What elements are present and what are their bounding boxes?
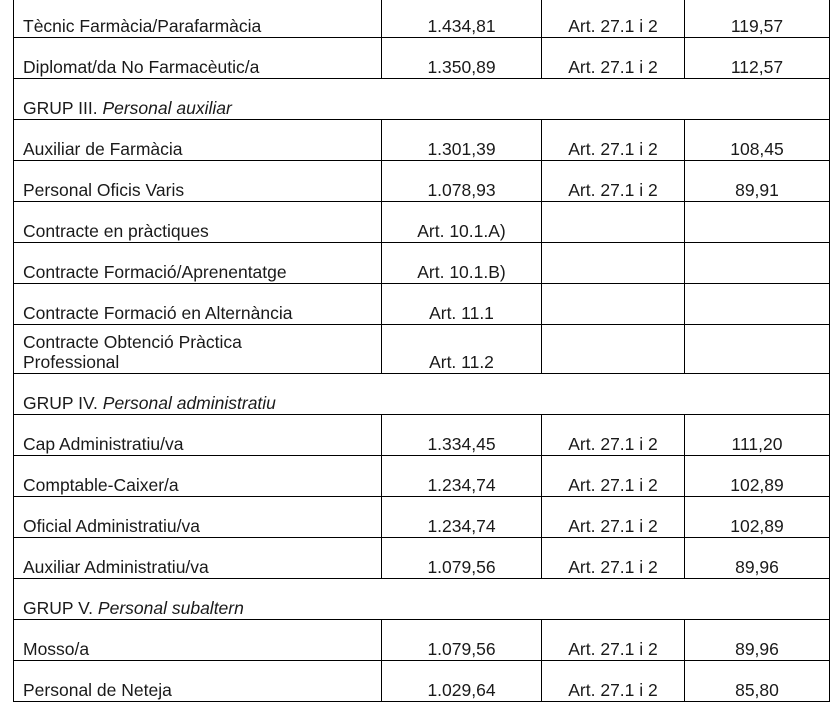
salary-cell: 1.029,64 [382, 661, 542, 702]
table-row [14, 120, 830, 161]
table-row [14, 161, 830, 202]
salary-cell: 1.301,39 [382, 120, 542, 161]
table-row [14, 538, 830, 579]
table-row [14, 661, 830, 702]
article-cell: Art. 27.1 i 2 [542, 38, 685, 79]
category-cell: Diplomat/da No Farmacèutic/a [14, 38, 382, 79]
amount-cell: 102,89 [685, 497, 830, 538]
table-row [14, 0, 830, 38]
category-cell: Auxiliar de Farmàcia [14, 120, 382, 161]
reference-cell: Art. 10.1.A) [382, 202, 542, 243]
group-header-row [14, 579, 830, 620]
category-cell: Comptable-Caixer/a [14, 456, 382, 497]
salary-cell: 1.234,74 [382, 497, 542, 538]
category-line: Contracte Obtenció Pràctica [23, 332, 242, 352]
category-cell: Cap Administratiu/va [14, 415, 382, 456]
category-cell: Contracte Formació/Aprenentatge [14, 243, 382, 284]
table-row [14, 243, 830, 284]
article-cell: Art. 27.1 i 2 [542, 538, 685, 579]
group-prefix: GRUP IV. [23, 393, 98, 413]
group-heading [14, 79, 830, 120]
salary-cell: 1.234,74 [382, 456, 542, 497]
empty-cell [685, 202, 830, 243]
category-line: Professional [23, 352, 120, 372]
salary-cell: 1.334,45 [382, 415, 542, 456]
table-row [14, 325, 830, 374]
article-cell: Art. 27.1 i 2 [542, 120, 685, 161]
empty-cell [542, 202, 685, 243]
table-row [14, 456, 830, 497]
amount-cell: 89,96 [685, 620, 830, 661]
empty-cell [685, 325, 830, 374]
category-cell: Contracte Formació en Alternància [14, 284, 382, 325]
empty-cell [685, 243, 830, 284]
amount-cell: 85,80 [685, 661, 830, 702]
category-cell: Personal Oficis Varis [14, 161, 382, 202]
amount-cell: 112,57 [685, 38, 830, 79]
article-cell: Art. 27.1 i 2 [542, 661, 685, 702]
salary-table [13, 0, 830, 702]
category-cell [14, 325, 382, 374]
reference-cell: Art. 11.1 [382, 284, 542, 325]
table-row [14, 620, 830, 661]
group-header-row [14, 79, 830, 120]
group-header-row [14, 374, 830, 415]
article-cell: Art. 27.1 i 2 [542, 415, 685, 456]
category-cell: Personal de Neteja [14, 661, 382, 702]
reference-cell: Art. 11.2 [382, 325, 542, 374]
reference-cell: Art. 10.1.B) [382, 243, 542, 284]
category-cell: Contracte en pràctiques [14, 202, 382, 243]
salary-cell: 1.078,93 [382, 161, 542, 202]
empty-cell [685, 284, 830, 325]
salary-cell: 1.079,56 [382, 620, 542, 661]
table-row [14, 415, 830, 456]
article-cell: Art. 27.1 i 2 [542, 620, 685, 661]
empty-cell [542, 243, 685, 284]
empty-cell [542, 284, 685, 325]
group-prefix: GRUP V. [23, 598, 94, 618]
group-name: Personal subaltern [97, 598, 244, 618]
category-cell: Auxiliar Administratiu/va [14, 538, 382, 579]
salary-cell: 1.079,56 [382, 538, 542, 579]
category-cell: Oficial Administratiu/va [14, 497, 382, 538]
article-cell: Art. 27.1 i 2 [542, 456, 685, 497]
salary-cell: 1.434,81 [382, 0, 542, 38]
table-row [14, 284, 830, 325]
category-cell: Tècnic Farmàcia/Parafarmàcia [14, 0, 382, 38]
empty-cell [542, 325, 685, 374]
salary-cell: 1.350,89 [382, 38, 542, 79]
amount-cell: 108,45 [685, 120, 830, 161]
table-row [14, 497, 830, 538]
group-heading [14, 374, 830, 415]
table-row [14, 38, 830, 79]
amount-cell: 89,91 [685, 161, 830, 202]
amount-cell: 119,57 [685, 0, 830, 38]
article-cell: Art. 27.1 i 2 [542, 0, 685, 38]
group-name: Personal administratiu [102, 393, 276, 413]
article-cell: Art. 27.1 i 2 [542, 497, 685, 538]
table-row [14, 202, 830, 243]
category-cell: Mosso/a [14, 620, 382, 661]
group-prefix: GRUP III. [23, 98, 98, 118]
group-heading [14, 579, 830, 620]
group-name: Personal auxiliar [102, 98, 232, 118]
article-cell: Art. 27.1 i 2 [542, 161, 685, 202]
amount-cell: 89,96 [685, 538, 830, 579]
amount-cell: 111,20 [685, 415, 830, 456]
amount-cell: 102,89 [685, 456, 830, 497]
